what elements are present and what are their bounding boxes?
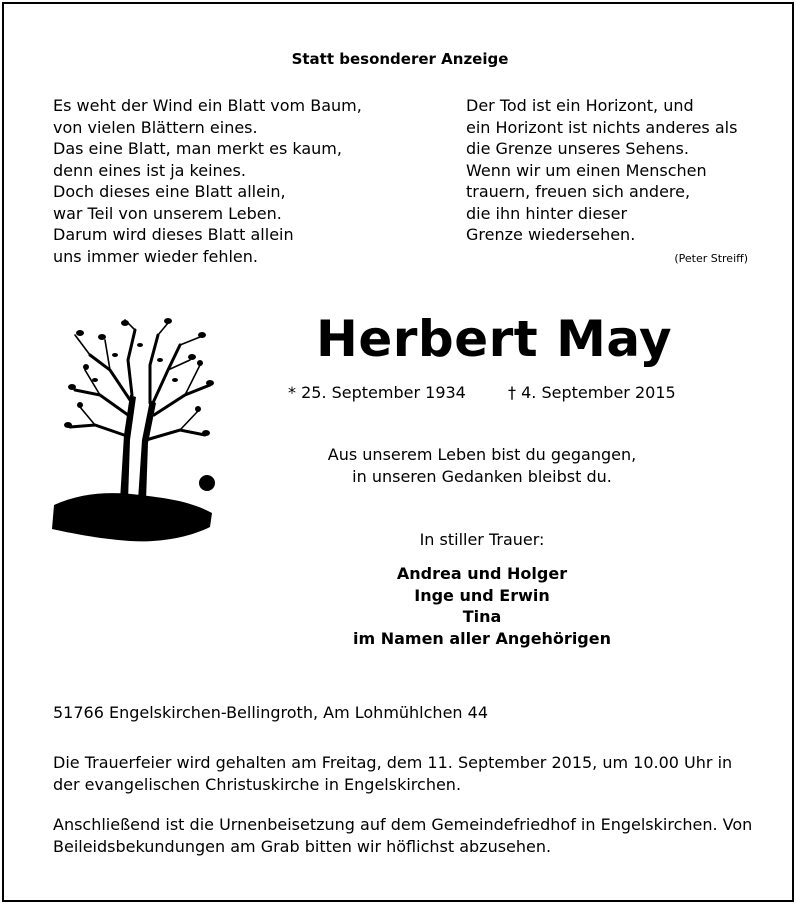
poem-line: Der Tod ist ein Horizont, und: [466, 96, 694, 115]
poem-line: die Grenze unseres Sehens.: [466, 139, 689, 158]
mourner-line: im Namen aller Angehörigen: [352, 628, 611, 648]
poem-left: [53, 95, 362, 267]
memorial-verse: [282, 444, 682, 488]
poem-line: denn eines ist ja keines.: [53, 160, 246, 180]
tree-icon: [50, 315, 220, 550]
poem-line: Es weht der Wind ein Blatt vom Baum,: [53, 96, 362, 115]
poem-line: Darum wird dieses Blatt allein: [53, 225, 294, 244]
verse-line: Aus unserem Leben bist du gegangen,: [327, 445, 637, 464]
mourner-line: Tina: [462, 607, 502, 626]
mourners-list: [282, 563, 682, 649]
poem-line: Wenn wir um einen Menschen: [466, 160, 707, 180]
family-address: 51766 Engelskirchen-Bellingroth, Am Lohmühlchen 44: [53, 703, 488, 722]
poem-line: Grenze wiedersehen.: [466, 225, 636, 244]
poem-line: uns immer wieder fehlen.: [53, 246, 258, 266]
poem-line: Doch dieses eine Blatt allein,: [53, 182, 286, 201]
poem-line: von vielen Blättern eines.: [53, 117, 258, 137]
mourner-line: Inge und Erwin: [414, 585, 550, 605]
poem-right: [466, 95, 737, 246]
deceased-name: Herbert May: [316, 310, 673, 368]
poem-line: Das eine Blatt, man merkt es kaum,: [53, 139, 342, 158]
poem-line: die ihn hinter dieser: [466, 203, 628, 223]
notice-heading: Statt besonderer Anzeige: [291, 50, 509, 68]
poem-line: war Teil von unserem Leben.: [53, 203, 282, 223]
poem-line: ein Horizont ist nichts anderes als: [466, 117, 738, 137]
mourning-label: In stiller Trauer:: [419, 530, 545, 549]
death-date: † 4. September 2015: [508, 383, 676, 402]
mourner-line: Andrea und Holger: [396, 564, 568, 583]
birth-date: * 25. September 1934: [288, 383, 466, 402]
poem-credit: (Peter Streiff): [674, 252, 748, 265]
verse-line: in unseren Gedanken bleibst du.: [352, 467, 612, 486]
burial-info: Anschließend ist die Urnenbeisetzung auf dem Gemeindefriedhof in Engelskirchen. Von Beileidsbekundungen am Grab bitten wir höflichst abzusehen.: [53, 815, 753, 856]
poem-line: trauern, freuen sich andere,: [466, 182, 691, 201]
funeral-service-info: Die Trauerfeier wird gehalten am Freitag, dem 11. September 2015, um 10.00 Uhr in der evangelischen Christuskirche in Engelskirchen.: [53, 753, 733, 794]
